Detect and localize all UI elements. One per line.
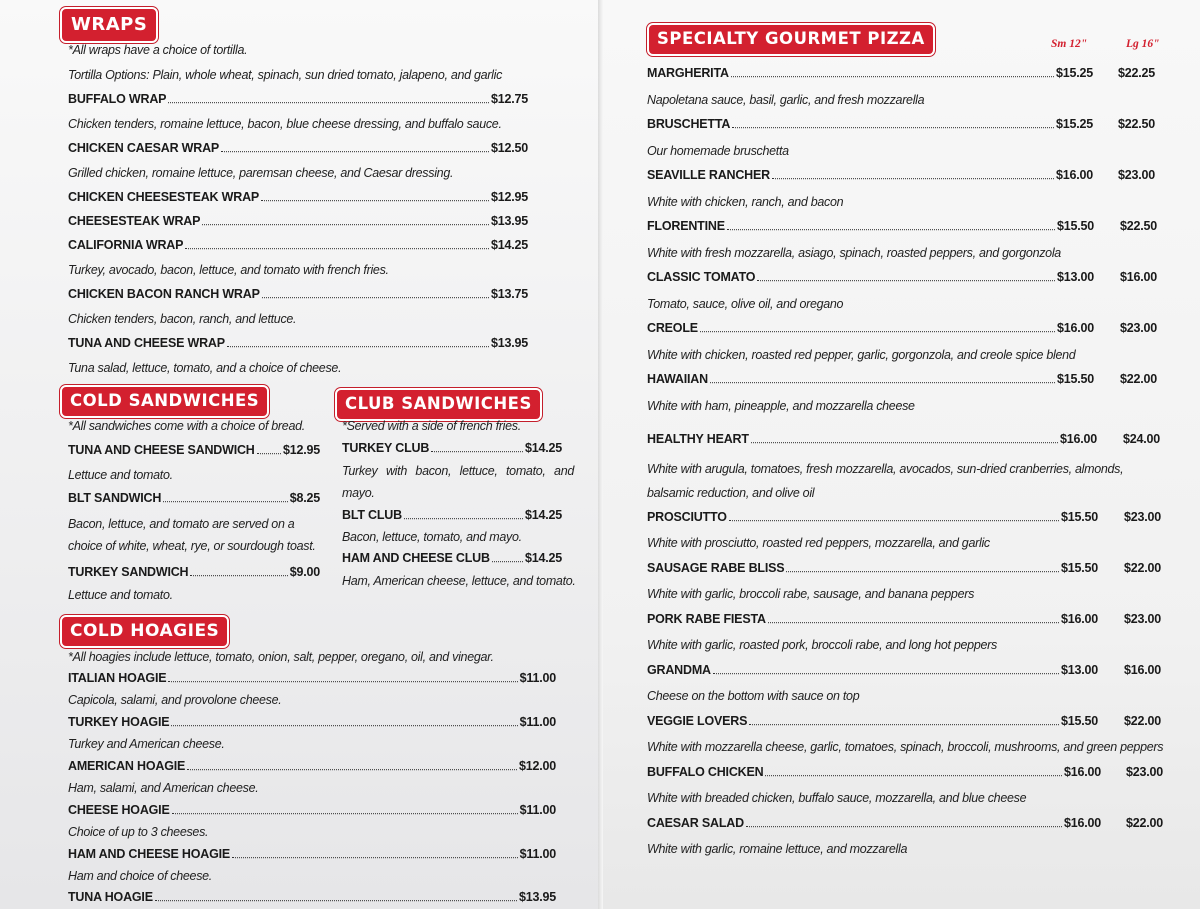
pizza-item [647,117,1093,132]
wrap-desc: Chicken tenders, romaine lettuce, bacon, blue cheese dressing, and buffalo sauce. [68,117,502,131]
pizza-name: CLASSIC TOMATO [647,269,756,285]
pizza-desc: White with arugula, tomatoes, fresh mozzarella, avocados, sun-dried cranberries, almonds, balsamic reduction, and olive oil [647,462,1124,500]
pizza-desc: White with chicken, ranch, and bacon [647,195,844,209]
pizza-item [647,219,1094,234]
pizza-price-small: $16.00 [1063,815,1101,831]
pizza-price-small: $15.50 [1060,713,1098,729]
hoagie-desc: Ham and choice of cheese. [68,869,212,883]
pizza-price-large: $22.00 [1124,713,1162,729]
pizza-item [647,432,1097,447]
pizza-item [647,66,1093,81]
sandwich-desc: Bacon, lettuce, and tomato are served on a choice of white, wheat, rye, or sourdough toast. [68,517,316,553]
sandwich-item: TURKEY SANDWICH $9.00 [68,564,320,580]
pizza-price-large: $16.00 [1124,662,1162,678]
pizza-name: MARGHERITA [647,65,729,81]
club-desc: Ham, American cheese, lettuce, and tomato. [342,574,576,588]
pizza-price-small: $15.50 [1060,560,1098,576]
pizza-price-large: $22.25 [1118,65,1156,81]
club-item: BLT CLUB $14.25 [342,507,562,523]
pizza-desc: White with ham, pineapple, and mozzarella cheese [647,399,915,413]
wrap-item: TUNA AND CHEESE WRAP $13.95 [68,335,528,351]
pizza-name: PROSCIUTTO [647,509,727,525]
pizza-name: VEGGIE LOVERS [647,713,748,729]
club-item: TURKEY CLUB $14.25 [342,440,562,456]
pizza-price-small: $15.50 [1060,509,1098,525]
hoagie-desc: Capicola, salami, and provolone cheese. [68,693,282,707]
club-item: HAM AND CHEESE CLUB $14.25 [342,550,562,566]
wraps-note: *All wraps have a choice of tortilla. [68,43,248,57]
pizza-desc: White with fresh mozzarella, asiago, spinach, roasted peppers, and gorgonzola [647,246,1061,260]
pizza-price-large: $23.00 [1118,167,1156,183]
club-sandwiches-banner: CLUB SANDWICHES [335,388,542,421]
pizza-name: CREOLE [647,320,698,336]
pizza-price-large: $24.00 [1123,431,1161,447]
wrap-item: CHICKEN CHEESESTEAK WRAP $12.95 [68,189,528,205]
pizza-price-small: $15.50 [1056,218,1094,234]
pizza-desc: White with garlic, broccoli rabe, sausage, and banana peppers [647,587,975,601]
pizza-desc: White with chicken, roasted red pepper, garlic, gorgonzola, and creole spice blend [647,348,1076,362]
pizza-name: SEAVILLE RANCHER [647,167,770,183]
pizza-desc: White with breaded chicken, buffalo sauce, mozzarella, and blue cheese [647,791,1027,805]
wrap-item: CHICKEN BACON RANCH WRAP $13.75 [68,286,528,302]
pizza-name: BRUSCHETTA [647,116,731,132]
pizza-item [647,765,1101,780]
club-sandwiches-note: *Served with a side of french fries. [342,419,521,433]
pizza-price-large: $22.00 [1126,815,1164,831]
pizza-item [647,561,1098,576]
hoagie-item: AMERICAN HOAGIE $12.00 [68,758,556,774]
pizza-price-small: $16.00 [1056,320,1094,336]
cold-sandwiches-note: *All sandwiches come with a choice of bread. [68,419,305,433]
pizza-name: GRANDMA [647,662,711,678]
wrap-item: CALIFORNIA WRAP $14.25 [68,237,528,253]
pizza-price-large: $22.00 [1124,560,1162,576]
hoagie-desc: Turkey and American cheese. [68,737,225,751]
wraps-tortilla-options: Tortilla Options: Plain, whole wheat, spinach, sun dried tomato, jalapeno, and garlic [68,68,503,82]
pizza-desc: White with garlic, roasted pork, broccoli rabe, and long hot peppers [647,638,997,652]
pizza-name: BUFFALO CHICKEN [647,764,764,780]
pizza-price-small: $13.00 [1060,662,1098,678]
wrap-desc: Chicken tenders, bacon, ranch, and lettuce. [68,312,297,326]
pizza-desc: Tomato, sauce, olive oil, and oregano [647,297,844,311]
wrap-desc: Tuna salad, lettuce, tomato, and a choice of cheese. [68,361,342,375]
pizza-desc: Our homemade bruschetta [647,144,789,158]
hoagie-item: CHEESE HOAGIE $11.00 [68,802,556,818]
pizza-price-small: $13.00 [1056,269,1094,285]
hoagie-desc: Choice of up to 3 cheeses. [68,825,209,839]
pizza-price-large: $23.00 [1120,320,1158,336]
size-small-header: Sm 12" [1051,38,1088,50]
sandwich-desc: Lettuce and tomato. [68,468,173,482]
wrap-desc: Grilled chicken, romaine lettuce, paremsan cheese, and Caesar dressing. [68,166,454,180]
pizza-item [647,270,1094,285]
wrap-item: CHICKEN CAESAR WRAP $12.50 [68,140,528,156]
cold-sandwiches-banner: COLD SANDWICHES [60,385,269,418]
hoagie-item: TURKEY HOAGIE $11.00 [68,714,556,730]
pizza-item [647,321,1094,336]
cold-hoagies-note: *All hoagies include lettuce, tomato, onion, salt, pepper, oregano, oil, and vinegar. [68,650,494,664]
pizza-price-small: $16.00 [1059,431,1097,447]
pizza-item [647,714,1098,729]
pizza-desc: White with mozzarella cheese, garlic, tomatoes, spinach, broccoli, mushrooms, and green peppers [647,740,1164,754]
hoagie-item: ITALIAN HOAGIE $11.00 [68,670,556,686]
pizza-name: SAUSAGE RABE BLISS [647,560,785,576]
sandwich-item: TUNA AND CHEESE SANDWICH $12.95 [68,442,320,458]
sandwich-desc: Lettuce and tomato. [68,588,173,602]
pizza-item [647,510,1098,525]
pizza-desc: White with prosciutto, roasted red peppers, mozzarella, and garlic [647,536,990,550]
size-large-header: Lg 16" [1126,38,1160,50]
pizza-price-large: $22.50 [1118,116,1156,132]
hoagie-desc: Ham, salami, and American cheese. [68,781,259,795]
pizza-price-small: $15.50 [1056,371,1094,387]
wraps-banner: WRAPS [60,7,158,43]
sandwich-item: BLT SANDWICH $8.25 [68,490,320,506]
wrap-item: CHEESESTEAK WRAP $13.95 [68,213,528,229]
pizza-price-large: $23.00 [1124,509,1162,525]
pizza-name: CAESAR SALAD [647,815,744,831]
hoagie-item: TUNA HOAGIE $13.95 [68,889,556,905]
cold-hoagies-banner: COLD HOAGIES [60,615,229,648]
pizza-desc: Cheese on the bottom with sauce on top [647,689,860,703]
pizza-price-large: $22.50 [1120,218,1158,234]
pizza-item [647,168,1093,183]
hoagie-item: HAM AND CHEESE HOAGIE $11.00 [68,846,556,862]
pizza-item [647,816,1101,831]
pizza-name: HAWAIIAN [647,371,708,387]
pizza-price-small: $16.00 [1055,167,1093,183]
pizza-price-large: $23.00 [1126,764,1164,780]
pizza-name: HEALTHY HEART [647,431,749,447]
pizza-item [647,663,1098,678]
pizza-desc: Napoletana sauce, basil, garlic, and fresh mozzarella [647,93,925,107]
pizza-price-large: $22.00 [1120,371,1158,387]
pizza-name: PORK RABE FIESTA [647,611,766,627]
pizza-price-small: $15.25 [1055,65,1093,81]
club-desc: Turkey with bacon, lettuce, tomato, and mayo. [342,464,574,500]
pizza-price-small: $16.00 [1063,764,1101,780]
pizza-desc: White with garlic, romaine lettuce, and mozzarella [647,842,908,856]
pizza-price-large: $16.00 [1120,269,1158,285]
pizza-item [647,372,1094,387]
pizza-item [647,612,1098,627]
club-desc: Bacon, lettuce, tomato, and mayo. [342,530,522,544]
wrap-desc: Turkey, avocado, bacon, lettuce, and tomato with french fries. [68,263,389,277]
pizza-price-small: $15.25 [1055,116,1093,132]
pizza-price-large: $23.00 [1124,611,1162,627]
pizza-name: FLORENTINE [647,218,725,234]
menu-right-page [603,0,1200,909]
pizza-banner: SPECIALTY GOURMET PIZZA [647,23,935,56]
pizza-price-small: $16.00 [1060,611,1098,627]
wrap-item: BUFFALO WRAP $12.75 [68,91,528,107]
